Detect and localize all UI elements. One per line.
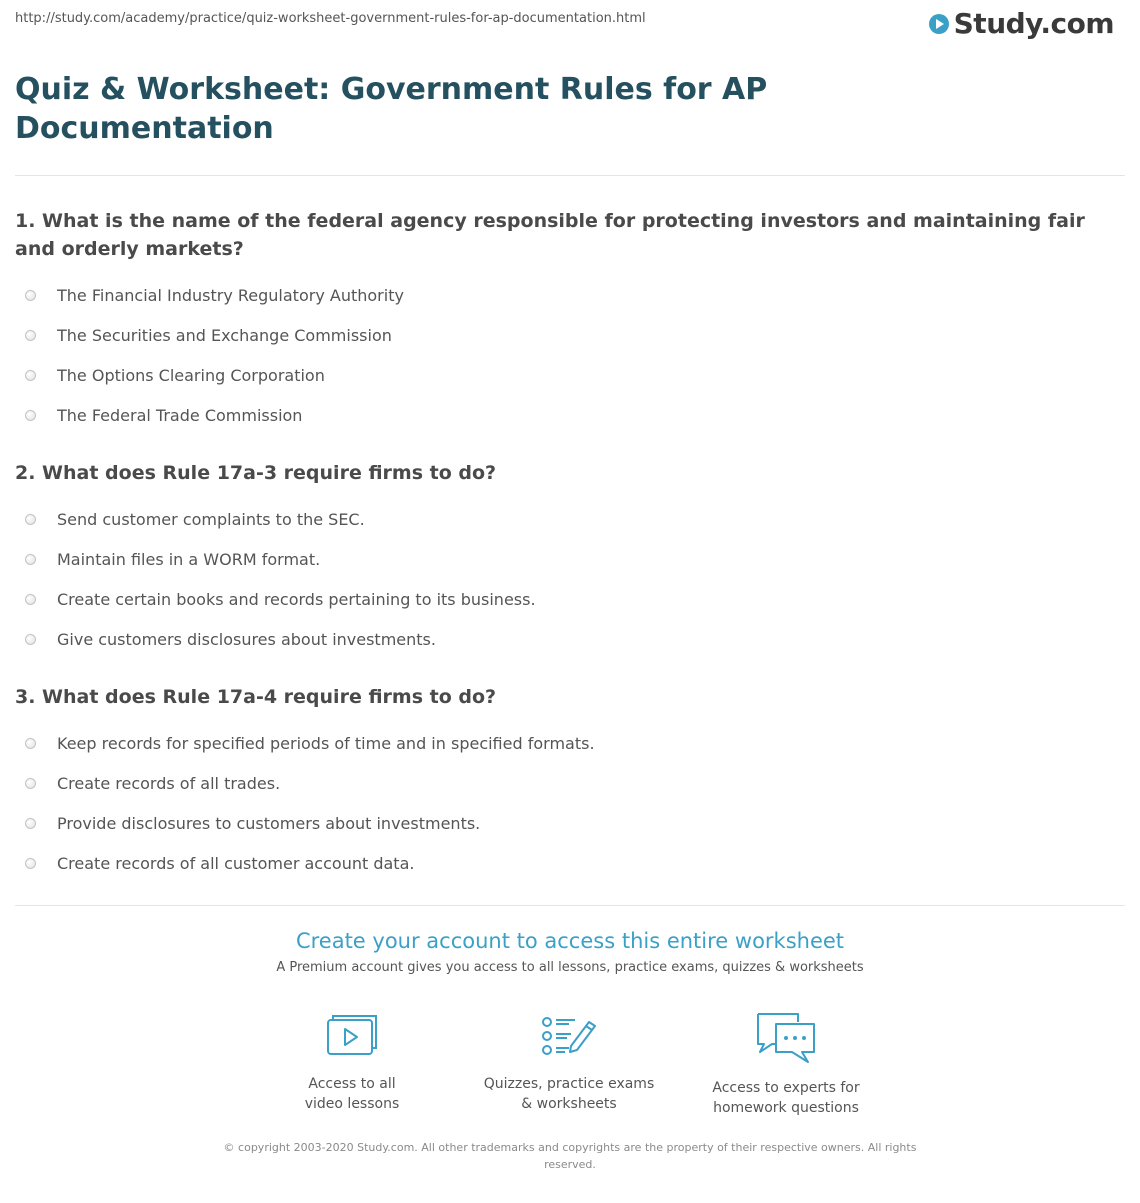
answer-option[interactable] [15, 803, 1125, 843]
logo-text: Study.com [953, 7, 1114, 40]
answer-label: The Options Clearing Corporation [57, 365, 325, 385]
answer-option[interactable] [15, 275, 1125, 315]
answer-option[interactable] [15, 843, 1125, 883]
answer-option[interactable] [15, 395, 1125, 435]
radio-icon[interactable] [25, 818, 36, 829]
feature-label-line1: Quizzes, practice exams [483, 1076, 655, 1092]
answer-options [15, 275, 1125, 435]
page-title: Quiz & Worksheet: Government Rules for AP Documentation [15, 72, 768, 146]
answer-label: Give customers disclosures about investments. [57, 629, 436, 649]
feature-label-line2: video lessons [304, 1096, 400, 1112]
answer-options [15, 499, 1125, 659]
answer-option[interactable] [15, 499, 1125, 539]
answer-options [15, 723, 1125, 883]
radio-icon[interactable] [25, 778, 36, 789]
copyright-notice: © copyright 2003-2020 Study.com. All other trademarks and copyrights are the property of their respective owners. All rights reserved. [223, 1141, 917, 1171]
play-logo-icon [928, 13, 950, 35]
video-lesson-icon [324, 1012, 380, 1060]
radio-icon[interactable] [25, 330, 36, 341]
answer-label: Provide disclosures to customers about investments. [57, 813, 481, 833]
divider-bottom [15, 905, 1125, 906]
radio-icon[interactable] [25, 410, 36, 421]
feature-quizzes [469, 1012, 669, 1114]
answer-label: Maintain files in a WORM format. [57, 549, 321, 569]
answer-option[interactable] [15, 355, 1125, 395]
feature-label-line1: Access to all [308, 1076, 396, 1092]
feature-label-line1: Access to experts for [712, 1080, 860, 1096]
radio-icon[interactable] [25, 634, 36, 645]
answer-option[interactable] [15, 619, 1125, 659]
answer-option[interactable] [15, 579, 1125, 619]
question-text: 2. What does Rule 17a-3 require firms to do? [15, 462, 497, 484]
question-2 [15, 459, 1125, 659]
answer-option[interactable] [15, 315, 1125, 355]
divider-top [15, 175, 1125, 176]
feature-label-line2: & worksheets [521, 1096, 617, 1112]
feature-experts [686, 1012, 886, 1118]
question-text: 1. What is the name of the federal agency responsible for protecting investors and maintaining fair and orderly markets? [15, 210, 1085, 260]
answer-option[interactable] [15, 763, 1125, 803]
answer-label: Send customer complaints to the SEC. [57, 509, 365, 529]
answer-label: Keep records for specified periods of time and in specified formats. [57, 733, 595, 753]
feature-label-line2: homework questions [713, 1100, 859, 1116]
radio-icon[interactable] [25, 554, 36, 565]
answer-label: Create records of all trades. [57, 773, 281, 793]
answer-label: Create records of all customer account data. [57, 853, 415, 873]
answer-label: The Securities and Exchange Commission [57, 325, 392, 345]
question-1 [15, 207, 1125, 435]
page-url: http://study.com/academy/practice/quiz-worksheet-government-rules-for-ap-documentation.html [15, 11, 646, 26]
radio-icon[interactable] [25, 594, 36, 605]
question-text: 3. What does Rule 17a-4 require firms to do? [15, 686, 497, 708]
study-logo[interactable] [928, 8, 1114, 40]
radio-icon[interactable] [25, 370, 36, 381]
answer-label: Create certain books and records pertaining to its business. [57, 589, 536, 609]
radio-icon[interactable] [25, 738, 36, 749]
premium-description: A Premium account gives you access to all lessons, practice exams, quizzes & worksheets [276, 960, 864, 975]
chat-bubbles-icon [754, 1012, 818, 1064]
answer-option[interactable] [15, 539, 1125, 579]
radio-icon[interactable] [25, 290, 36, 301]
quiz-list-icon [539, 1012, 599, 1060]
radio-icon[interactable] [25, 858, 36, 869]
question-3 [15, 683, 1125, 883]
radio-icon[interactable] [25, 514, 36, 525]
create-account-link[interactable]: Create your account to access this entire worksheet [295, 929, 845, 953]
answer-label: The Federal Trade Commission [57, 405, 303, 425]
answer-option[interactable] [15, 723, 1125, 763]
feature-video-lessons [252, 1012, 452, 1114]
answer-label: The Financial Industry Regulatory Authority [57, 285, 404, 305]
